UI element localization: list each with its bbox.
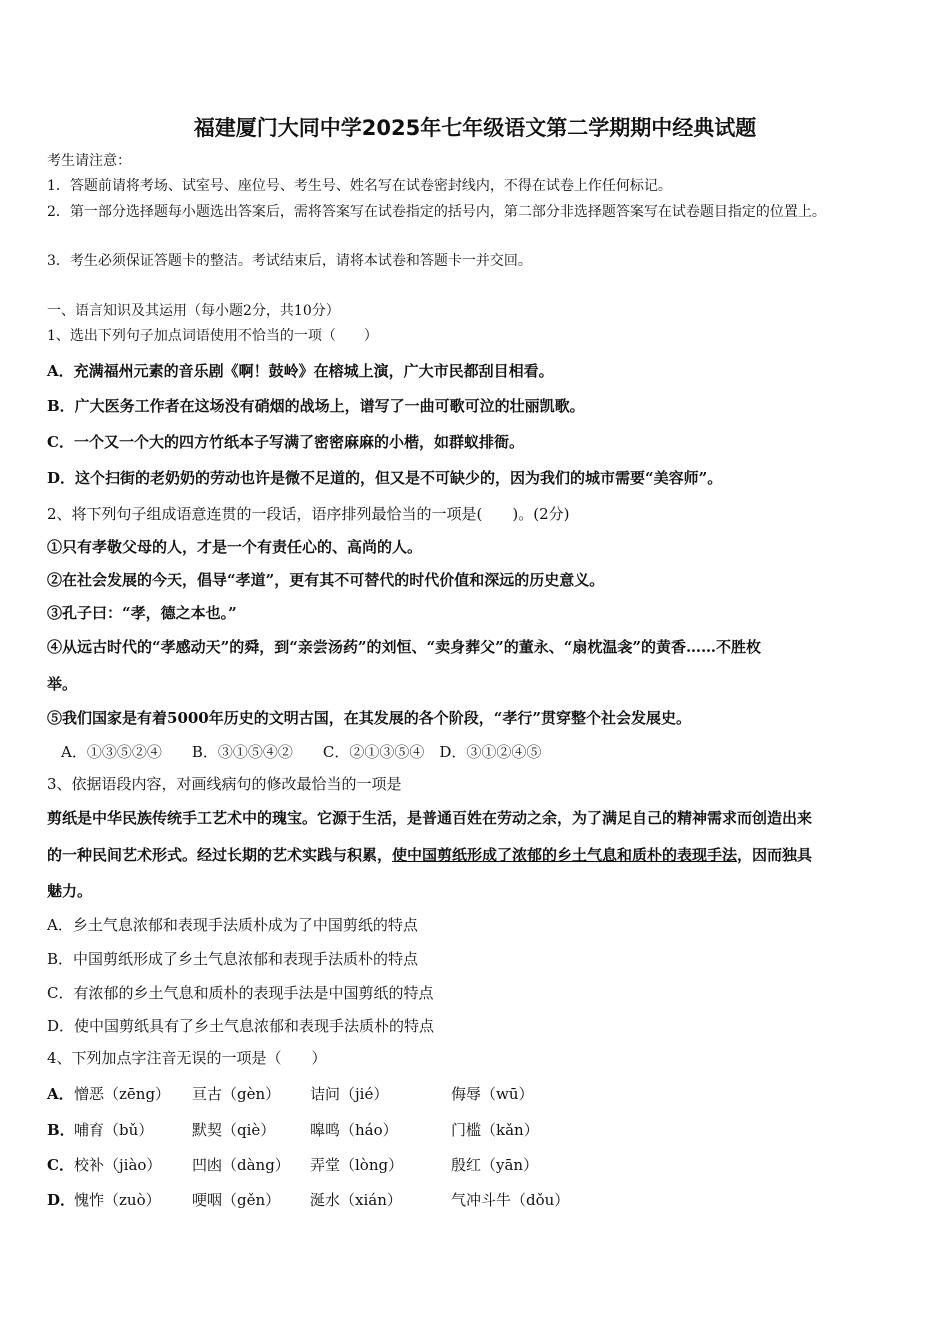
q4-option-row: [47, 1154, 74, 1176]
q2-choices: A．①③⑤②④ B．③①⑤④② C．②①③⑤④ D．③①②④⑤: [61, 743, 542, 761]
q3-option-a: A．乡土气息浓郁和表现手法质朴成为了中国剪纸的特点: [47, 916, 418, 934]
q3-passage-text: ，因而独具: [737, 846, 813, 864]
pinyin-item: 默契（qiè）: [192, 1121, 276, 1139]
pinyin-item: 凹凼（dàng）: [192, 1156, 290, 1174]
pinyin-item: 诘问（jié）: [310, 1085, 389, 1103]
q3-passage-line: 剪纸是中华民族传统手工艺术中的瑰宝。它源于生活，是普通百姓在劳动之余，为了满足自己的精神需求而创造出来: [47, 809, 813, 827]
question-stem: 4、下列加点字注音无误的一项是（ ）: [47, 1049, 327, 1067]
q4-option-row: [47, 1083, 74, 1105]
question-stem: 1、选出下列句子加点词语使用不恰当的一项（ ）: [47, 328, 378, 344]
pinyin-item: 气冲斗牛（dǒu）: [451, 1191, 570, 1209]
notice-item: 1．答题前请将考场、试室号、座位号、考生号、姓名写在试卷密封线内，不得在试卷上作任何标记。: [47, 178, 672, 194]
q3-underlined-sentence: 使中国剪纸形成了浓郁的乡土气息和质朴的表现手法: [392, 846, 738, 864]
page-title: 福建厦门大同中学2025年七年级语文第二学期期中经典试题: [193, 116, 757, 140]
pinyin-item: 涎水（xián）: [310, 1191, 402, 1209]
question-stem: 3、依据语段内容，对画线病句的修改最恰当的一项是: [47, 775, 402, 793]
q1-option-a: A．充满福州元素的音乐剧《啊！鼓岭》在榕城上演，广大市民都刮目相看。: [47, 362, 554, 380]
option-label: C．: [47, 1156, 74, 1174]
option-label: B．: [47, 1121, 75, 1139]
pinyin-item: 门槛（kǎn）: [451, 1121, 539, 1139]
option-label: A．: [47, 1085, 74, 1103]
pinyin-item: 侮辱（wū）: [451, 1085, 534, 1103]
option-label: D．: [47, 1191, 76, 1209]
q3-passage-text: 的一种民间艺术形式。经过长期的艺术实践与积累，: [47, 846, 393, 864]
q3-option-d: D．使中国剪纸具有了乡土气息浓郁和表现手法质朴的特点: [47, 1017, 435, 1035]
pinyin-item: 憎恶（zēng）: [74, 1085, 171, 1103]
q3-passage-line: [47, 844, 812, 866]
q1-option-d: D．这个扫街的老奶奶的劳动也许是微不足道的，但又是不可缺少的，因为我们的城市需要“美容师”。: [47, 469, 723, 487]
q2-sentence: ①只有孝敬父母的人，才是一个有责任心的、高尚的人。: [47, 538, 423, 556]
pinyin-item: 嗥鸣（háo）: [310, 1121, 398, 1139]
q2-sentence: ④从远古时代的“孝感动天”的舜，到“亲尝汤药”的刘恒、“卖身葬父”的董永、“扇枕温衾”的黄香……不胜枚: [47, 638, 762, 656]
pinyin-item: 哺育（bǔ）: [74, 1121, 154, 1139]
pinyin-item: 亘古（gèn）: [192, 1085, 281, 1103]
q3-option-c: C．有浓郁的乡土气息和质朴的表现手法是中国剪纸的特点: [47, 984, 434, 1002]
pinyin-item: 殷红（yān）: [451, 1156, 539, 1174]
notice-heading: 考生请注意：: [47, 153, 131, 169]
q2-sentence: ③孔子曰：“孝，德之本也。”: [47, 604, 237, 622]
q4-option-row: [47, 1119, 75, 1141]
q1-option-c: C．一个又一个大的四方竹纸本子写满了密密麻麻的小楷，如群蚁排衙。: [47, 433, 524, 451]
notice-item: 2．第一部分选择题每小题选出答案后，需将答案写在试卷指定的括号内，第二部分非选择题答案写在试卷题目指定的位置上。: [47, 204, 826, 220]
q3-option-b: B．中国剪纸形成了乡土气息浓郁和表现手法质朴的特点: [47, 950, 419, 968]
q4-option-row: [47, 1189, 75, 1211]
pinyin-item: 哽咽（gěn）: [192, 1191, 281, 1209]
notice-item: 3．考生必须保证答题卡的整洁。考试结束后，请将本试卷和答题卡一并交回。: [47, 253, 532, 269]
pinyin-item: 校补（jiào）: [74, 1156, 162, 1174]
q2-sentence: ②在社会发展的今天，倡导“孝道”，更有其不可替代的时代价值和深远的历史意义。: [47, 571, 605, 589]
q2-sentence-continued: 举。: [47, 675, 78, 693]
q2-sentence: ⑤我们国家是有着5000年历史的文明古国，在其发展的各个阶段，“孝行”贯穿整个社会发展史。: [47, 709, 692, 727]
pinyin-item: 愧怍（zuò）: [74, 1191, 161, 1209]
question-stem: 2、将下列句子组成语意连贯的一段话，语序排列最恰当的一项是( )。(2分): [47, 505, 570, 523]
section-heading: 一、语言知识及其运用（每小题2分，共10分）: [47, 303, 340, 319]
q3-passage-line: 魅力。: [47, 882, 93, 900]
q1-option-b: B．广大医务工作者在这场没有硝烟的战场上，谱写了一曲可歌可泣的壮丽凯歌。: [47, 397, 585, 415]
pinyin-item: 弄堂（lòng）: [310, 1156, 404, 1174]
